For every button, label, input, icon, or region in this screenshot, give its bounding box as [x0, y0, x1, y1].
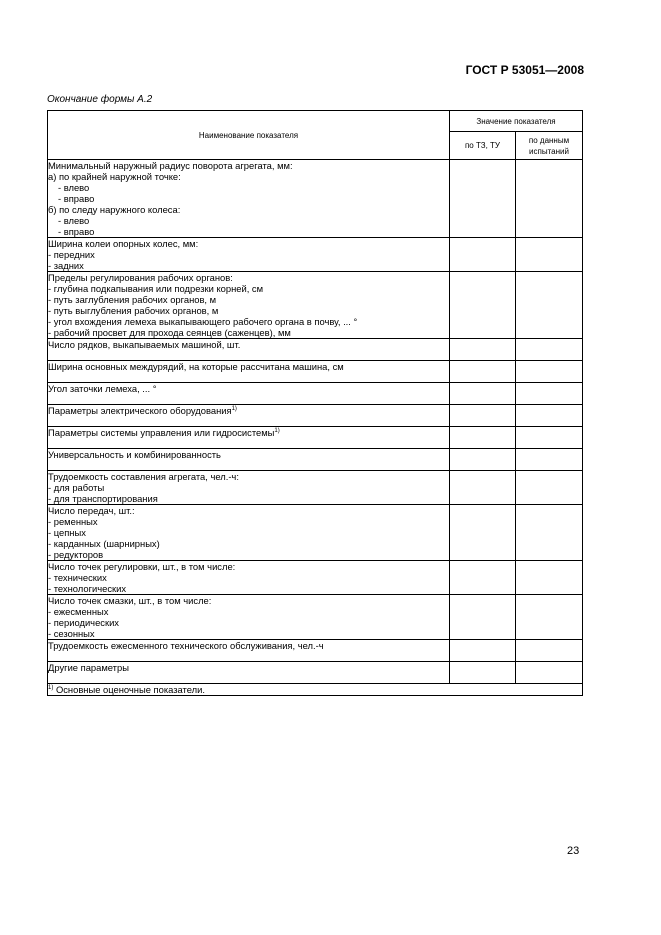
indicator-name-cell [48, 561, 450, 595]
header-indicator-name: Наименование показателя [48, 111, 450, 160]
value-test-cell[interactable] [516, 561, 583, 595]
indicator-line [48, 316, 449, 327]
indicator-text: - для работы [48, 482, 105, 493]
value-tz-cell[interactable] [450, 427, 516, 449]
indicator-line [48, 471, 449, 482]
table-row [48, 427, 583, 449]
indicator-name-cell [48, 471, 450, 505]
indicator-text: - глубина подкапывания или подрезки корней, см [48, 283, 264, 294]
indicator-line [48, 249, 449, 260]
indicator-line [48, 305, 449, 316]
indicator-text: Минимальный наружный радиус поворота агрегата, мм: [48, 160, 293, 171]
indicator-text: - для транспортирования [48, 493, 158, 504]
header-col-test-line-1: по данным [528, 135, 570, 145]
indicator-name-cell [48, 449, 450, 471]
value-test-cell[interactable] [516, 595, 583, 640]
indicator-name-cell [48, 505, 450, 561]
indicator-line [48, 595, 449, 606]
indicator-table [47, 110, 583, 696]
indicator-text: - путь выглубления рабочих органов, м [48, 305, 219, 316]
indicator-text: - рабочий просвет для прохода сеянцев (саженцев), мм [48, 327, 291, 338]
table-row [48, 561, 583, 595]
table-row [48, 339, 583, 361]
indicator-line [48, 549, 449, 560]
indicator-text: Пределы регулирования рабочих органов: [48, 272, 233, 283]
table-row [48, 662, 583, 684]
indicator-text: - влево [58, 215, 90, 226]
value-tz-cell[interactable] [450, 405, 516, 427]
indicator-line [48, 662, 449, 673]
value-tz-cell[interactable] [450, 640, 516, 662]
value-test-cell[interactable] [516, 449, 583, 471]
value-tz-cell[interactable] [450, 561, 516, 595]
indicator-text: - передних [48, 249, 95, 260]
indicator-text: - вправо [58, 226, 95, 237]
table-row [48, 449, 583, 471]
indicator-name-cell [48, 361, 450, 383]
indicator-line [48, 640, 449, 651]
value-tz-cell[interactable] [450, 595, 516, 640]
indicator-text: б) по следу наружного колеса: [48, 204, 181, 215]
indicator-text: Параметры электрического оборудования [48, 405, 232, 416]
indicator-line [48, 606, 449, 617]
value-tz-cell[interactable] [450, 361, 516, 383]
indicator-name-cell [48, 238, 450, 272]
value-test-cell[interactable] [516, 640, 583, 662]
value-test-cell[interactable] [516, 427, 583, 449]
indicator-text: - периодических [48, 617, 119, 628]
indicator-name-cell [48, 339, 450, 361]
value-test-cell[interactable] [516, 471, 583, 505]
footnote-text: Основные оценочные показатели. [53, 684, 205, 695]
page-number: 23 [567, 845, 580, 857]
indicator-line [48, 215, 449, 226]
indicator-text: Трудоемкость ежесменного технического обслуживания, чел.-ч [48, 640, 324, 651]
indicator-line [48, 160, 449, 171]
indicator-text: - технических [48, 572, 107, 583]
indicator-text: - путь заглубления рабочих органов, м [48, 294, 217, 305]
header-indicator-value: Значение показателя [450, 111, 583, 132]
indicator-text: Число точек смазки, шт., в том числе: [48, 595, 212, 606]
indicator-text: - карданных (шарнирных) [48, 538, 160, 549]
indicator-line [48, 238, 449, 249]
indicator-line [48, 339, 449, 350]
indicator-line [48, 516, 449, 527]
indicator-text: Параметры системы управления или гидросистемы [48, 427, 275, 438]
value-test-cell[interactable] [516, 405, 583, 427]
table-row [48, 160, 583, 238]
value-test-cell[interactable] [516, 383, 583, 405]
value-tz-cell[interactable] [450, 272, 516, 339]
indicator-line [48, 583, 449, 594]
table-row [48, 272, 583, 339]
indicator-line [48, 493, 449, 504]
indicator-text: - угол вхождения лемеха выкапывающего рабочего органа в почву, ... ° [48, 316, 358, 327]
indicator-text: Число точек регулировки, шт., в том числе: [48, 561, 236, 572]
footnote-mark: 1) [48, 684, 54, 691]
value-tz-cell[interactable] [450, 505, 516, 561]
indicator-text: - технологических [48, 583, 127, 594]
indicator-name-cell [48, 405, 450, 427]
indicator-line [48, 327, 449, 338]
indicator-name-cell [48, 383, 450, 405]
indicator-text: - влево [58, 182, 90, 193]
indicator-line [48, 427, 449, 438]
indicator-name-cell [48, 595, 450, 640]
indicator-line [48, 272, 449, 283]
indicator-line [48, 482, 449, 493]
value-tz-cell[interactable] [450, 383, 516, 405]
indicator-text: Универсальность и комбинированность [48, 449, 221, 460]
table-row [48, 471, 583, 505]
indicator-line [48, 204, 449, 215]
indicator-text: Трудоемкость составления агрегата, чел.-ч: [48, 471, 239, 482]
value-tz-cell[interactable] [450, 449, 516, 471]
table-header-row-1 [48, 111, 583, 132]
indicator-text: а) по крайней наружной точке: [48, 171, 181, 182]
table-row [48, 595, 583, 640]
indicator-line [48, 193, 449, 204]
table-row [48, 238, 583, 272]
indicator-text: - вправо [58, 193, 95, 204]
indicator-text: - редукторов [48, 549, 104, 560]
indicator-line [48, 361, 449, 372]
indicator-name-cell [48, 640, 450, 662]
indicator-name-cell [48, 160, 450, 238]
indicator-line [48, 617, 449, 628]
indicator-text: - цепных [48, 527, 86, 538]
value-test-cell[interactable] [516, 361, 583, 383]
table-row [48, 505, 583, 561]
indicator-text: - задних [48, 260, 84, 271]
table-row [48, 383, 583, 405]
indicator-name-cell [48, 272, 450, 339]
table-row [48, 361, 583, 383]
indicator-line [48, 383, 449, 394]
value-test-cell[interactable] [516, 339, 583, 361]
indicator-text: - ежесменных [48, 606, 109, 617]
form-caption: Окончание формы А.2 [47, 94, 153, 105]
indicator-line [48, 628, 449, 639]
indicator-line [48, 505, 449, 516]
value-test-cell[interactable] [516, 238, 583, 272]
value-test-cell[interactable] [516, 662, 583, 684]
value-tz-cell[interactable] [450, 471, 516, 505]
value-tz-cell[interactable] [450, 160, 516, 238]
footnote-reference: 1) [231, 405, 237, 412]
value-tz-cell[interactable] [450, 662, 516, 684]
table-row [48, 405, 583, 427]
indicator-text: - сезонных [48, 628, 95, 639]
footnote-reference: 1) [274, 427, 280, 434]
indicator-text: Угол заточки лемеха, ... ° [48, 383, 157, 394]
indicator-line [48, 449, 449, 460]
indicator-name-cell [48, 662, 450, 684]
header-col-test [516, 132, 583, 160]
header-col-test-line-2: испытаний [529, 146, 569, 156]
indicator-line [48, 561, 449, 572]
indicator-text: Ширина основных междурядий, на которые рассчитана машина, см [48, 361, 344, 372]
value-test-cell[interactable] [516, 272, 583, 339]
value-tz-cell[interactable] [450, 238, 516, 272]
indicator-line [48, 527, 449, 538]
indicator-line [48, 182, 449, 193]
indicator-text: Число передач, шт.: [48, 505, 135, 516]
footnote-row [48, 684, 583, 696]
indicator-text: Ширина колеи опорных колес, мм: [48, 238, 199, 249]
indicator-line [48, 283, 449, 294]
value-test-cell[interactable] [516, 160, 583, 238]
indicator-line [48, 405, 449, 416]
value-test-cell[interactable] [516, 505, 583, 561]
indicator-text: Другие параметры [48, 662, 129, 673]
footnote-cell [48, 684, 583, 696]
value-tz-cell[interactable] [450, 339, 516, 361]
indicator-line [48, 260, 449, 271]
indicator-text: - ременных [48, 516, 98, 527]
indicator-line [48, 538, 449, 549]
indicator-line [48, 171, 449, 182]
indicator-name-cell [48, 427, 450, 449]
indicator-line [48, 572, 449, 583]
indicator-line [48, 226, 449, 237]
indicator-line [48, 294, 449, 305]
header-col-tz: по ТЗ, ТУ [450, 132, 516, 160]
table-row [48, 640, 583, 662]
standard-number: ГОСТ Р 53051—2008 [465, 63, 584, 77]
indicator-text: Число рядков, выкапываемых машиной, шт. [48, 339, 241, 350]
